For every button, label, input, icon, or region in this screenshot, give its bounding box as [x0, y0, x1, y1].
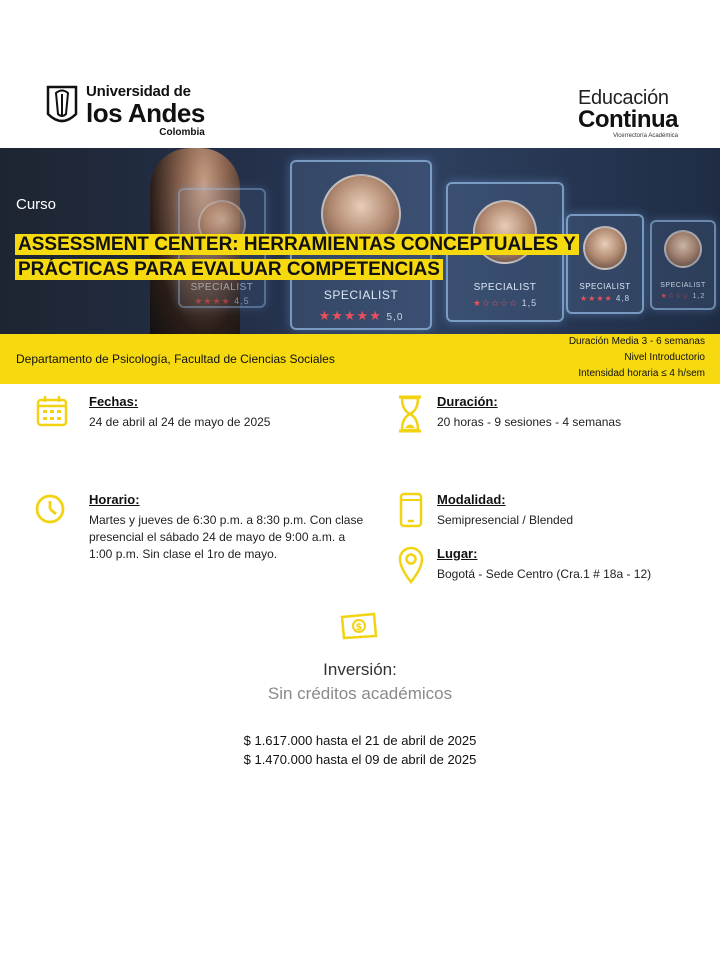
specialist-card-label: SPECIALIST [579, 282, 631, 291]
horario-title: Horario: [89, 492, 140, 507]
educacion-line1: Educación [578, 87, 669, 109]
duration-media: Duración Media 3 - 6 semanas [568, 336, 705, 347]
specialist-card-label: SPECIALIST [323, 288, 399, 302]
lugar-value: Bogotá - Sede Centro (Cra.1 # 18a - 12) [437, 567, 652, 581]
price-line-2: $ 1.470.000 hasta el 09 de abril de 2025 [243, 752, 477, 767]
uniandes-name-line2: los Andes [86, 98, 205, 128]
info-lugar [383, 546, 703, 586]
specialist-card-rating: ★★★★ 4,8 [579, 294, 631, 303]
intensidad-horaria: Intensidad horaria ≤ 4 h/sem [578, 368, 705, 379]
educacion-continua-logo [578, 88, 678, 139]
info-modalidad [383, 492, 703, 532]
tablet-icon [399, 492, 435, 528]
svg-text:$: $ [355, 622, 363, 633]
investment-title: Inversión: [323, 660, 397, 679]
specialist-card-rating: ★★★★ 4,5 [194, 296, 250, 306]
nivel: Nivel Introductorio [624, 352, 705, 363]
money-icon [339, 612, 379, 645]
course-meta-bar [0, 334, 720, 384]
course-title: ASSESSMENT CENTER: HERRAMIENTAS CONCEPTUALES Y PRÁCTICAS PARA EVALUAR COMPETENCIAS [15, 232, 655, 282]
course-banner [0, 148, 720, 334]
uniandes-name-line1: Universidad de [86, 83, 191, 100]
duracion-title: Duración: [437, 394, 498, 409]
educacion-line3: Vicerrectoría Académica [613, 133, 678, 139]
fechas-title: Fechas: [89, 394, 139, 409]
duracion-value: 20 horas - 9 sesiones - 4 semanas [437, 415, 622, 429]
price-line-1: $ 1.617.000 hasta el 21 de abril de 2025 [243, 733, 477, 748]
course-meta [569, 334, 705, 382]
uniandes-country: Colombia [159, 127, 205, 138]
specialist-card-rating: ★★★★★ 5,0 [318, 308, 404, 323]
specialist-card-rating: ★☆☆☆☆ 1,5 [472, 298, 538, 308]
hourglass-icon [397, 394, 433, 430]
department: Departamento de Psicología, Facultad de Ciencias Sociales [16, 352, 335, 366]
location-pin-icon [397, 546, 433, 582]
info-fechas [35, 394, 365, 444]
lugar-title: Lugar: [437, 546, 478, 561]
uniandes-logo [44, 84, 205, 138]
modalidad-title: Modalidad: [437, 492, 506, 507]
specialist-card-label: SPECIALIST [660, 282, 706, 289]
header [0, 0, 720, 148]
horario-value: Martes y jueves de 6:30 p.m. a 8:30 p.m. Con clase presencial el sábado 24 de mayo de 9:00 a.m. a 1:00 p.m. Sin clase el 1ro de mayo. [89, 513, 364, 561]
fechas-value: 24 de abril al 24 de mayo de 2025 [89, 415, 271, 429]
specialist-card-label: SPECIALIST [190, 282, 254, 293]
crest-icon [44, 84, 80, 128]
info-duracion [383, 394, 703, 444]
investment-subtitle: Sin créditos académicos [267, 684, 453, 703]
info-horario [35, 492, 375, 567]
modalidad-value: Semipresencial / Blended [437, 513, 574, 527]
clock-icon [35, 492, 71, 528]
specialist-card-label: SPECIALIST [473, 282, 537, 293]
educacion-line2: Continua [578, 106, 678, 133]
course-label: Curso [16, 196, 57, 213]
specialist-card-rating: ★☆☆☆ 1,2 [660, 293, 706, 300]
specialist-card [650, 220, 716, 310]
calendar-icon [35, 394, 71, 430]
